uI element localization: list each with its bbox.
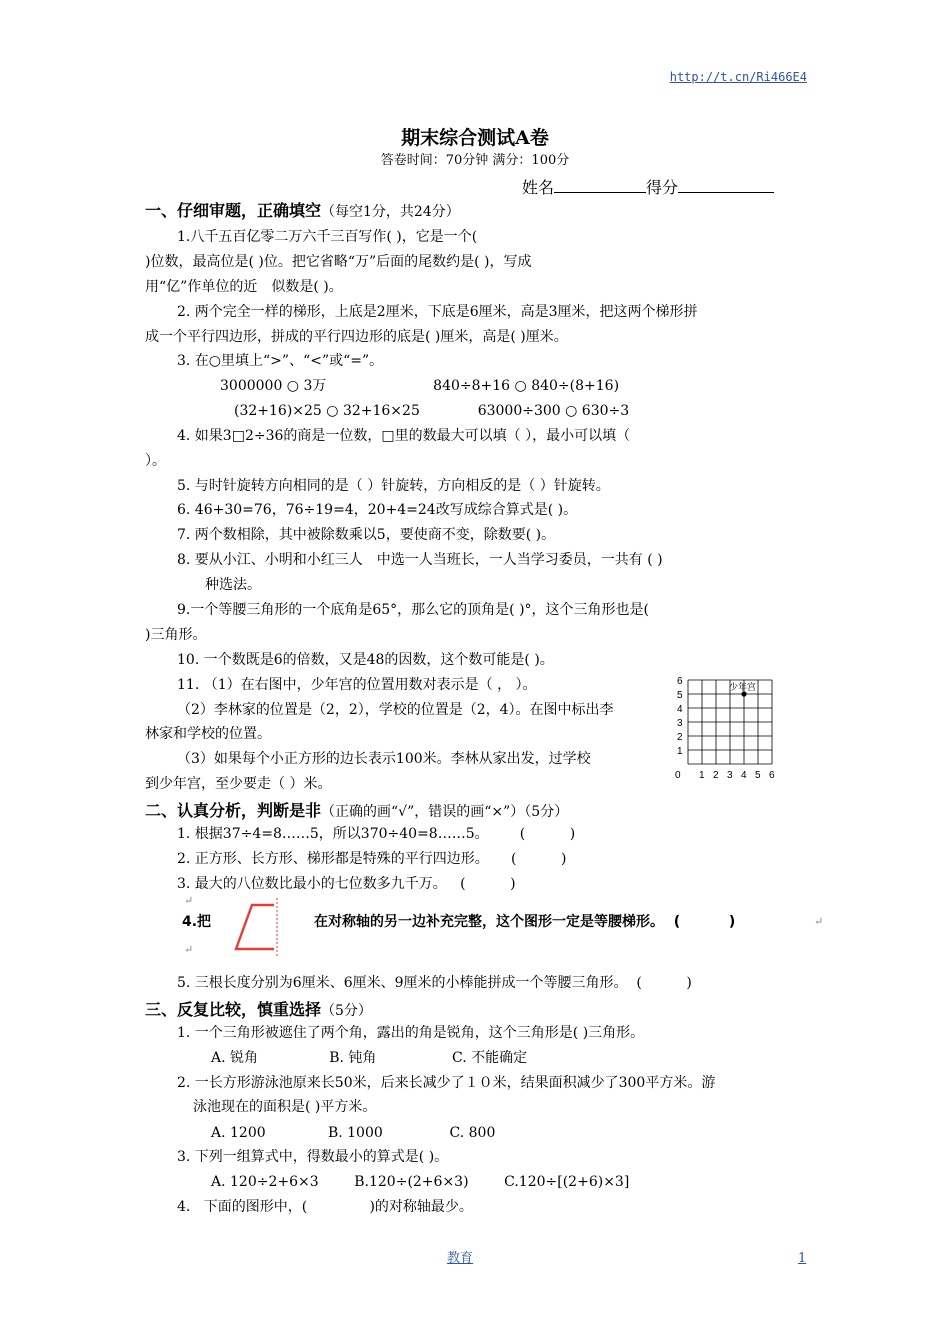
s2-q4-prefix: 4.把 bbox=[182, 914, 212, 930]
s2-line-2: 3. 最大的八位数比最小的七位数多九千万。 ( ) bbox=[177, 876, 516, 892]
s1-line-11: 6. 46+30=76，76÷19=4，20+4=24改写成综合算式是( )。 bbox=[177, 502, 578, 518]
x-tick-0: 0 bbox=[675, 770, 681, 781]
s1-line-10: 5. 与时针旋转方向相同的是（ ）针旋转，方向相反的是（ ）针旋转。 bbox=[177, 478, 610, 494]
x-tick-5: 5 bbox=[755, 770, 761, 781]
s1-line-21: （3）如果每个小正方形的边长表示100米。李林从家出发，过学校 bbox=[177, 751, 591, 767]
s1-line-14: 种选法。 bbox=[205, 577, 261, 593]
section1-heading bbox=[145, 199, 460, 223]
section1-title: 一、仔细审题，正确填空 bbox=[145, 201, 322, 220]
header-url-link[interactable]: http://t.cn/Ri466E4 bbox=[669, 70, 807, 84]
s3-line-3: 泳池现在的面积是( )平方米。 bbox=[193, 1099, 377, 1115]
y-tick-2: 2 bbox=[677, 732, 683, 743]
name-score-line bbox=[522, 174, 774, 200]
s1-line-15: 9.一个等腰三角形的一个底角是65°，那么它的顶角是( )°，这个三角形也是( bbox=[177, 602, 650, 618]
s3-line-4: A. 1200 B. 1000 C. 800 bbox=[211, 1125, 496, 1141]
return-mark-icon: ↵ bbox=[184, 894, 194, 907]
section3-title: 三、反复比较，慎重选择 bbox=[145, 1000, 322, 1019]
y-tick-4: 4 bbox=[677, 704, 683, 715]
section3-note: （5分） bbox=[321, 1003, 372, 1019]
grid-point-label: 少年宫 bbox=[729, 682, 757, 692]
s1-line-20: 林家和学校的位置。 bbox=[145, 726, 271, 742]
score-label: 得分 bbox=[646, 178, 679, 197]
s3-line-1: A. 锐角 B. 钝角 C. 不能确定 bbox=[211, 1050, 528, 1066]
s1-line-8: 4. 如果3□2÷36的商是一位数，□里的数最大可以填（ ），最小可以填（ bbox=[177, 428, 631, 444]
return-mark-icon: ↵ bbox=[184, 943, 194, 956]
s3-line-0: 1. 一个三角形被遮住了两个角，露出的角是锐角，这个三角形是( )三角形。 bbox=[177, 1025, 645, 1041]
s1-line-2: 用“亿”作单位的近 似数是( )。 bbox=[145, 279, 343, 295]
y-tick-3: 3 bbox=[677, 718, 683, 729]
s1-line-18: 11. （1）在右图中，少年宫的位置用数对表示是（ ， ）。 bbox=[177, 677, 537, 693]
y-tick-6: 6 bbox=[677, 676, 683, 687]
score-blank[interactable] bbox=[678, 174, 774, 193]
s1-line-13: 8. 要从小江、小明和小红三人 中选一人当班长，一人当学习委员，一共有 ( ) bbox=[177, 552, 663, 568]
section2-heading bbox=[145, 799, 568, 823]
s1-line-19: （2）李林家的位置是（2，2），学校的位置是（2，4）。在图中标出李 bbox=[177, 702, 614, 718]
half-trapezoid-figure bbox=[230, 898, 286, 956]
youth-palace-point bbox=[741, 691, 746, 696]
x-tick-6: 6 bbox=[769, 770, 775, 781]
s1-line-6: 3000000 ○ 3万 840÷8+16 ○ 840÷(8+16) bbox=[220, 378, 620, 394]
page-title: 期末综合测试A卷 bbox=[401, 127, 549, 149]
s1-line-3: 2. 两个完全一样的梯形，上底是2厘米，下底是6厘米，高是3厘米，把这两个梯形拼 bbox=[177, 304, 698, 320]
s1-line-17: 10. 一个数既是6的倍数，又是48的因数，这个数可能是( )。 bbox=[177, 652, 554, 668]
s1-line-16: )三角形。 bbox=[145, 627, 207, 643]
x-tick-4: 4 bbox=[741, 770, 747, 781]
x-tick-3: 3 bbox=[727, 770, 733, 781]
s2-line-0: 1. 根据37÷4=8……5，所以370÷40=8……5。 ( ) bbox=[177, 826, 576, 842]
s3-line-7: 4. 下面的图形中，( )的对称轴最少。 bbox=[177, 1199, 473, 1215]
s1-line-22: 到少年宫，至少要走（ ）米。 bbox=[145, 776, 332, 792]
s1-line-7: (32+16)×25 ○ 32+16×25 63000÷300 ○ 630÷3 bbox=[234, 403, 630, 419]
section2-title: 二、认真分析，判断是非 bbox=[145, 801, 322, 820]
s2-line-3: 5. 三根长度分别为6厘米、6厘米、9厘米的小棒能拼成一个等腰三角形。 ( ) bbox=[177, 975, 692, 991]
s2-line-1: 2. 正方形、长方形、梯形都是特殊的平行四边形。 ( ) bbox=[177, 851, 567, 867]
name-blank[interactable] bbox=[554, 174, 646, 193]
name-label: 姓名 bbox=[522, 178, 555, 197]
s3-line-5: 3. 下列一组算式中，得数最小的算式是( )。 bbox=[177, 1149, 449, 1165]
s2-q4 bbox=[182, 896, 822, 958]
footer-link[interactable]: 教育 bbox=[447, 1251, 474, 1266]
x-tick-1: 1 bbox=[699, 770, 705, 781]
s1-line-0: 1.八千五百亿零二万六千三百写作( )，它是一个( bbox=[177, 229, 478, 245]
page-number: 1 bbox=[798, 1251, 807, 1266]
s1-line-9: ）。 bbox=[145, 453, 166, 469]
exam-info: 答卷时间：70分钟 满分：100分 bbox=[380, 153, 570, 168]
s2-q4-text: 在对称轴的另一边补充完整，这个图形一定是等腰梯形。 ( ) bbox=[314, 914, 736, 930]
coordinate-grid bbox=[674, 668, 790, 784]
s1-line-12: 7. 两个数相除，其中被除数乘以5，要使商不变，除数要( )。 bbox=[177, 527, 556, 543]
section2-note: （正确的画“√”，错误的画“×”）（5分） bbox=[321, 804, 569, 820]
s1-line-5: 3. 在○里填上“>”、“<”或“=”。 bbox=[177, 353, 384, 369]
section1-note: （每空1分，共24分） bbox=[321, 204, 460, 220]
s3-line-2: 2. 一长方形游泳池原来长50米，后来长减少了１０米，结果面积减少了300平方米。游 bbox=[177, 1075, 716, 1091]
s1-line-1: )位数，最高位是( )位。把它省略“万”后面的尾数约是( )，写成 bbox=[145, 254, 532, 270]
y-tick-1: 1 bbox=[677, 746, 683, 757]
x-tick-2: 2 bbox=[713, 770, 719, 781]
s1-line-4: 成一个平行四边形，拼成的平行四边形的底是( )厘米，高是( )厘米。 bbox=[145, 329, 568, 345]
y-tick-5: 5 bbox=[677, 690, 683, 701]
s3-line-6: A. 120÷2+6×3 B.120÷(2+6×3) C.120÷[(2+6)×3] bbox=[211, 1174, 630, 1190]
section3-heading bbox=[145, 998, 372, 1022]
return-mark-icon: ↵ bbox=[814, 915, 824, 928]
